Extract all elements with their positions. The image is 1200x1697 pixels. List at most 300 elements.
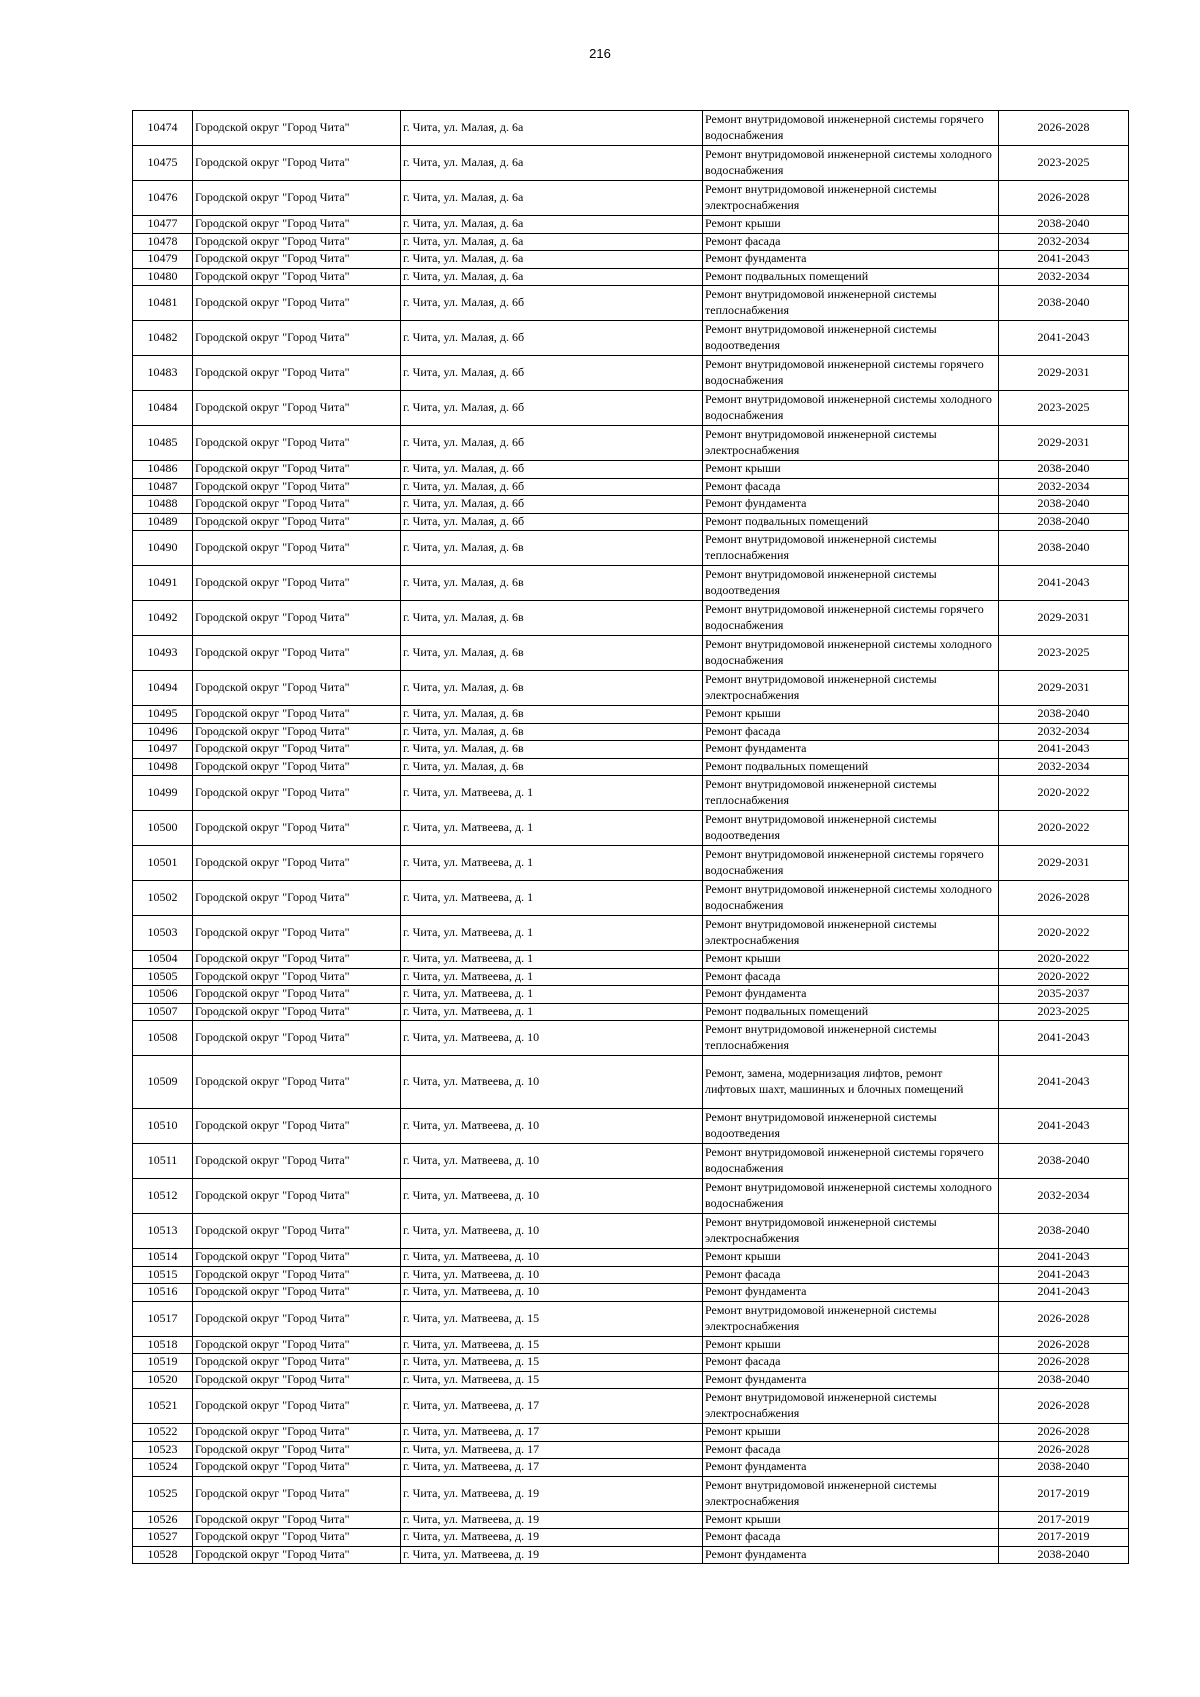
work-type-cell: Ремонт внутридомовой инженерной системы электроснабжения	[703, 181, 999, 216]
table-row	[133, 951, 1129, 969]
address-cell: г. Чита, ул. Малая, д. 6в	[401, 601, 703, 636]
row-number-cell: 10518	[133, 1336, 193, 1354]
municipality-cell: Городской округ "Город Чита"	[193, 1511, 401, 1529]
period-cell: 2038-2040	[999, 1371, 1129, 1389]
work-type-cell: Ремонт внутридомовой инженерной системы электроснабжения	[703, 426, 999, 461]
work-type-cell: Ремонт крыши	[703, 1249, 999, 1267]
address-cell: г. Чита, ул. Малая, д. 6б	[401, 426, 703, 461]
period-cell: 2038-2040	[999, 286, 1129, 321]
period-cell: 2032-2034	[999, 1179, 1129, 1214]
address-cell: г. Чита, ул. Малая, д. 6б	[401, 478, 703, 496]
row-number-cell: 10524	[133, 1459, 193, 1477]
municipality-cell: Городской округ "Город Чита"	[193, 496, 401, 514]
row-number-cell: 10496	[133, 723, 193, 741]
period-cell: 2041-2043	[999, 251, 1129, 269]
address-cell: г. Чита, ул. Матвеева, д. 15	[401, 1371, 703, 1389]
row-number-cell: 10526	[133, 1511, 193, 1529]
address-cell: г. Чита, ул. Матвеева, д. 1	[401, 951, 703, 969]
table-row	[133, 1546, 1129, 1564]
row-number-cell: 10509	[133, 1056, 193, 1109]
period-cell: 2020-2022	[999, 776, 1129, 811]
municipality-cell: Городской округ "Город Чита"	[193, 426, 401, 461]
table-row	[133, 1336, 1129, 1354]
municipality-cell: Городской округ "Город Чита"	[193, 356, 401, 391]
table-row	[133, 566, 1129, 601]
address-cell: г. Чита, ул. Матвеева, д. 1	[401, 776, 703, 811]
work-type-cell: Ремонт фасада	[703, 1354, 999, 1372]
address-cell: г. Чита, ул. Матвеева, д. 1	[401, 811, 703, 846]
address-cell: г. Чита, ул. Матвеева, д. 17	[401, 1389, 703, 1424]
municipality-cell: Городской округ "Город Чита"	[193, 1354, 401, 1372]
work-type-cell: Ремонт фундамента	[703, 496, 999, 514]
municipality-cell: Городской округ "Город Чита"	[193, 1424, 401, 1442]
period-cell: 2038-2040	[999, 496, 1129, 514]
municipality-cell: Городской округ "Город Чита"	[193, 566, 401, 601]
period-cell: 2029-2031	[999, 356, 1129, 391]
address-cell: г. Чита, ул. Матвеева, д. 10	[401, 1266, 703, 1284]
municipality-cell: Городской округ "Город Чита"	[193, 671, 401, 706]
work-type-cell: Ремонт фасада	[703, 723, 999, 741]
row-number-cell: 10520	[133, 1371, 193, 1389]
work-type-cell: Ремонт внутридомовой инженерной системы электроснабжения	[703, 671, 999, 706]
row-number-cell: 10492	[133, 601, 193, 636]
municipality-cell: Городской округ "Город Чита"	[193, 881, 401, 916]
address-cell: г. Чита, ул. Малая, д. 6в	[401, 706, 703, 724]
municipality-cell: Городской округ "Город Чита"	[193, 478, 401, 496]
table-row	[133, 1003, 1129, 1021]
work-type-cell: Ремонт внутридомовой инженерной системы теплоснабжения	[703, 286, 999, 321]
address-cell: г. Чита, ул. Матвеева, д. 10	[401, 1056, 703, 1109]
municipality-cell: Городской округ "Город Чита"	[193, 531, 401, 566]
address-cell: г. Чита, ул. Малая, д. 6б	[401, 391, 703, 426]
address-cell: г. Чита, ул. Матвеева, д. 1	[401, 846, 703, 881]
work-type-cell: Ремонт внутридомовой инженерной системы теплоснабжения	[703, 776, 999, 811]
period-cell: 2026-2028	[999, 1441, 1129, 1459]
row-number-cell: 10495	[133, 706, 193, 724]
work-type-cell: Ремонт крыши	[703, 1424, 999, 1442]
work-type-cell: Ремонт внутридомовой инженерной системы холодного водоснабжения	[703, 391, 999, 426]
municipality-cell: Городской округ "Город Чита"	[193, 601, 401, 636]
table-row	[133, 1266, 1129, 1284]
address-cell: г. Чита, ул. Матвеева, д. 17	[401, 1424, 703, 1442]
period-cell: 2020-2022	[999, 951, 1129, 969]
address-cell: г. Чита, ул. Матвеева, д. 19	[401, 1529, 703, 1547]
row-number-cell: 10479	[133, 251, 193, 269]
row-number-cell: 10480	[133, 268, 193, 286]
row-number-cell: 10494	[133, 671, 193, 706]
period-cell: 2023-2025	[999, 1003, 1129, 1021]
row-number-cell: 10505	[133, 968, 193, 986]
row-number-cell: 10515	[133, 1266, 193, 1284]
municipality-cell: Городской округ "Город Чита"	[193, 776, 401, 811]
period-cell: 2041-2043	[999, 741, 1129, 759]
address-cell: г. Чита, ул. Малая, д. 6а	[401, 146, 703, 181]
row-number-cell: 10498	[133, 758, 193, 776]
row-number-cell: 10516	[133, 1284, 193, 1302]
period-cell: 2020-2022	[999, 811, 1129, 846]
table-row	[133, 268, 1129, 286]
work-type-cell: Ремонт фасада	[703, 233, 999, 251]
period-cell: 2041-2043	[999, 321, 1129, 356]
work-type-cell: Ремонт внутридомовой инженерной системы теплоснабжения	[703, 1021, 999, 1056]
table-row	[133, 706, 1129, 724]
row-number-cell: 10523	[133, 1441, 193, 1459]
work-type-cell: Ремонт крыши	[703, 461, 999, 479]
period-cell: 2041-2043	[999, 1266, 1129, 1284]
address-cell: г. Чита, ул. Малая, д. 6в	[401, 531, 703, 566]
address-cell: г. Чита, ул. Малая, д. 6б	[401, 356, 703, 391]
address-cell: г. Чита, ул. Матвеева, д. 15	[401, 1354, 703, 1372]
municipality-cell: Городской округ "Город Чита"	[193, 723, 401, 741]
municipality-cell: Городской округ "Город Чита"	[193, 968, 401, 986]
table-row	[133, 111, 1129, 146]
municipality-cell: Городской округ "Город Чита"	[193, 1546, 401, 1564]
work-type-cell: Ремонт крыши	[703, 216, 999, 234]
address-cell: г. Чита, ул. Малая, д. 6а	[401, 251, 703, 269]
municipality-cell: Городской округ "Город Чита"	[193, 391, 401, 426]
work-type-cell: Ремонт фундамента	[703, 741, 999, 759]
period-cell: 2038-2040	[999, 1459, 1129, 1477]
table-row	[133, 723, 1129, 741]
period-cell: 2026-2028	[999, 1301, 1129, 1336]
table-row	[133, 461, 1129, 479]
period-cell: 2023-2025	[999, 146, 1129, 181]
period-cell: 2041-2043	[999, 1109, 1129, 1144]
period-cell: 2038-2040	[999, 461, 1129, 479]
row-number-cell: 10512	[133, 1179, 193, 1214]
row-number-cell: 10484	[133, 391, 193, 426]
row-number-cell: 10527	[133, 1529, 193, 1547]
municipality-cell: Городской округ "Город Чита"	[193, 1371, 401, 1389]
period-cell: 2038-2040	[999, 513, 1129, 531]
period-cell: 2026-2028	[999, 181, 1129, 216]
work-type-cell: Ремонт внутридомовой инженерной системы горячего водоснабжения	[703, 846, 999, 881]
period-cell: 2038-2040	[999, 1144, 1129, 1179]
row-number-cell: 10507	[133, 1003, 193, 1021]
row-number-cell: 10508	[133, 1021, 193, 1056]
row-number-cell: 10500	[133, 811, 193, 846]
period-cell: 2038-2040	[999, 1546, 1129, 1564]
table-row	[133, 1354, 1129, 1372]
row-number-cell: 10474	[133, 111, 193, 146]
work-type-cell: Ремонт подвальных помещений	[703, 758, 999, 776]
municipality-cell: Городской округ "Город Чита"	[193, 181, 401, 216]
table-row	[133, 251, 1129, 269]
table-row	[133, 531, 1129, 566]
table-row	[133, 1371, 1129, 1389]
table-row	[133, 478, 1129, 496]
work-type-cell: Ремонт крыши	[703, 951, 999, 969]
table-row	[133, 1144, 1129, 1179]
period-cell: 2026-2028	[999, 111, 1129, 146]
work-type-cell: Ремонт внутридомовой инженерной системы холодного водоснабжения	[703, 1179, 999, 1214]
address-cell: г. Чита, ул. Малая, д. 6в	[401, 671, 703, 706]
work-type-cell: Ремонт внутридомовой инженерной системы электроснабжения	[703, 1301, 999, 1336]
row-number-cell: 10503	[133, 916, 193, 951]
period-cell: 2017-2019	[999, 1529, 1129, 1547]
table-row	[133, 1441, 1129, 1459]
table-row	[133, 741, 1129, 759]
period-cell: 2041-2043	[999, 1284, 1129, 1302]
municipality-cell: Городской округ "Город Чита"	[193, 1284, 401, 1302]
table-row	[133, 636, 1129, 671]
table-row	[133, 1109, 1129, 1144]
table-row	[133, 1529, 1129, 1547]
municipality-cell: Городской округ "Город Чита"	[193, 513, 401, 531]
work-type-cell: Ремонт фундамента	[703, 251, 999, 269]
row-number-cell: 10486	[133, 461, 193, 479]
address-cell: г. Чита, ул. Малая, д. 6а	[401, 216, 703, 234]
address-cell: г. Чита, ул. Малая, д. 6б	[401, 461, 703, 479]
address-cell: г. Чита, ул. Малая, д. 6в	[401, 758, 703, 776]
row-number-cell: 10497	[133, 741, 193, 759]
table-row	[133, 986, 1129, 1004]
municipality-cell: Городской округ "Город Чита"	[193, 1529, 401, 1547]
table-row	[133, 1021, 1129, 1056]
municipality-cell: Городской округ "Город Чита"	[193, 1003, 401, 1021]
table-row	[133, 513, 1129, 531]
address-cell: г. Чита, ул. Малая, д. 6б	[401, 496, 703, 514]
table-row	[133, 1249, 1129, 1267]
municipality-cell: Городской округ "Город Чита"	[193, 706, 401, 724]
municipality-cell: Городской округ "Город Чита"	[193, 846, 401, 881]
address-cell: г. Чита, ул. Малая, д. 6в	[401, 723, 703, 741]
work-type-cell: Ремонт крыши	[703, 1336, 999, 1354]
table-row	[133, 811, 1129, 846]
municipality-cell: Городской округ "Город Чита"	[193, 636, 401, 671]
address-cell: г. Чита, ул. Матвеева, д. 1	[401, 986, 703, 1004]
row-number-cell: 10488	[133, 496, 193, 514]
row-number-cell: 10517	[133, 1301, 193, 1336]
work-type-cell: Ремонт крыши	[703, 706, 999, 724]
table-row	[133, 776, 1129, 811]
table-row	[133, 321, 1129, 356]
municipality-cell: Городской округ "Город Чита"	[193, 146, 401, 181]
work-type-cell: Ремонт подвальных помещений	[703, 1003, 999, 1021]
work-type-cell: Ремонт внутридомовой инженерной системы горячего водоснабжения	[703, 356, 999, 391]
row-number-cell: 10489	[133, 513, 193, 531]
address-cell: г. Чита, ул. Матвеева, д. 10	[401, 1109, 703, 1144]
work-type-cell: Ремонт внутридомовой инженерной системы горячего водоснабжения	[703, 1144, 999, 1179]
row-number-cell: 10477	[133, 216, 193, 234]
address-cell: г. Чита, ул. Матвеева, д. 10	[401, 1249, 703, 1267]
row-number-cell: 10521	[133, 1389, 193, 1424]
municipality-cell: Городской округ "Город Чита"	[193, 216, 401, 234]
row-number-cell: 10487	[133, 478, 193, 496]
address-cell: г. Чита, ул. Малая, д. 6в	[401, 636, 703, 671]
address-cell: г. Чита, ул. Малая, д. 6а	[401, 111, 703, 146]
municipality-cell: Городской округ "Город Чита"	[193, 251, 401, 269]
row-number-cell: 10502	[133, 881, 193, 916]
address-cell: г. Чита, ул. Матвеева, д. 17	[401, 1441, 703, 1459]
period-cell: 2029-2031	[999, 601, 1129, 636]
municipality-cell: Городской округ "Город Чита"	[193, 1056, 401, 1109]
period-cell: 2026-2028	[999, 1354, 1129, 1372]
address-cell: г. Чита, ул. Малая, д. 6а	[401, 233, 703, 251]
address-cell: г. Чита, ул. Матвеева, д. 19	[401, 1476, 703, 1511]
table-row	[133, 1301, 1129, 1336]
row-number-cell: 10513	[133, 1214, 193, 1249]
table-row	[133, 916, 1129, 951]
period-cell: 2032-2034	[999, 233, 1129, 251]
period-cell: 2041-2043	[999, 1249, 1129, 1267]
table-row	[133, 216, 1129, 234]
table-row	[133, 671, 1129, 706]
address-cell: г. Чита, ул. Матвеева, д. 1	[401, 916, 703, 951]
work-type-cell: Ремонт внутридомовой инженерной системы электроснабжения	[703, 1476, 999, 1511]
municipality-cell: Городской округ "Город Чита"	[193, 286, 401, 321]
table-row	[133, 846, 1129, 881]
period-cell: 2032-2034	[999, 758, 1129, 776]
table-body	[133, 111, 1129, 1564]
municipality-cell: Городской округ "Город Чита"	[193, 1109, 401, 1144]
address-cell: г. Чита, ул. Матвеева, д. 1	[401, 968, 703, 986]
work-type-cell: Ремонт внутридомовой инженерной системы холодного водоснабжения	[703, 881, 999, 916]
period-cell: 2038-2040	[999, 216, 1129, 234]
table-row	[133, 496, 1129, 514]
period-cell: 2020-2022	[999, 968, 1129, 986]
municipality-cell: Городской округ "Город Чита"	[193, 1441, 401, 1459]
address-cell: г. Чита, ул. Матвеева, д. 10	[401, 1179, 703, 1214]
period-cell: 2038-2040	[999, 1214, 1129, 1249]
work-type-cell: Ремонт внутридомовой инженерной системы электроснабжения	[703, 1214, 999, 1249]
period-cell: 2023-2025	[999, 391, 1129, 426]
address-cell: г. Чита, ул. Матвеева, д. 10	[401, 1144, 703, 1179]
table-row	[133, 146, 1129, 181]
municipality-cell: Городской округ "Город Чита"	[193, 811, 401, 846]
address-cell: г. Чита, ул. Малая, д. 6в	[401, 741, 703, 759]
row-number-cell: 10514	[133, 1249, 193, 1267]
municipality-cell: Городской округ "Город Чита"	[193, 916, 401, 951]
row-number-cell: 10504	[133, 951, 193, 969]
period-cell: 2041-2043	[999, 566, 1129, 601]
period-cell: 2026-2028	[999, 1389, 1129, 1424]
address-cell: г. Чита, ул. Матвеева, д. 15	[401, 1336, 703, 1354]
address-cell: г. Чита, ул. Матвеева, д. 19	[401, 1546, 703, 1564]
row-number-cell: 10506	[133, 986, 193, 1004]
period-cell: 2026-2028	[999, 1424, 1129, 1442]
row-number-cell: 10491	[133, 566, 193, 601]
municipality-cell: Городской округ "Город Чита"	[193, 1214, 401, 1249]
table-row	[133, 1424, 1129, 1442]
work-type-cell: Ремонт внутридомовой инженерной системы электроснабжения	[703, 1389, 999, 1424]
table-row	[133, 1179, 1129, 1214]
row-number-cell: 10483	[133, 356, 193, 391]
period-cell: 2032-2034	[999, 268, 1129, 286]
table-row	[133, 356, 1129, 391]
address-cell: г. Чита, ул. Малая, д. 6в	[401, 566, 703, 601]
address-cell: г. Чита, ул. Матвеева, д. 17	[401, 1459, 703, 1477]
municipality-cell: Городской округ "Город Чита"	[193, 1459, 401, 1477]
work-type-cell: Ремонт подвальных помещений	[703, 513, 999, 531]
row-number-cell: 10499	[133, 776, 193, 811]
work-type-cell: Ремонт фасада	[703, 1266, 999, 1284]
period-cell: 2032-2034	[999, 478, 1129, 496]
address-cell: г. Чита, ул. Малая, д. 6а	[401, 268, 703, 286]
table-row	[133, 181, 1129, 216]
municipality-cell: Городской округ "Город Чита"	[193, 1144, 401, 1179]
table-row	[133, 881, 1129, 916]
address-cell: г. Чита, ул. Матвеева, д. 1	[401, 881, 703, 916]
address-cell: г. Чита, ул. Матвеева, д. 19	[401, 1511, 703, 1529]
repair-schedule-table	[132, 110, 1129, 1564]
work-type-cell: Ремонт внутридомовой инженерной системы холодного водоснабжения	[703, 636, 999, 671]
work-type-cell: Ремонт внутридомовой инженерной системы горячего водоснабжения	[703, 111, 999, 146]
table-row	[133, 1459, 1129, 1477]
municipality-cell: Городской округ "Город Чита"	[193, 951, 401, 969]
address-cell: г. Чита, ул. Матвеева, д. 10	[401, 1284, 703, 1302]
work-type-cell: Ремонт крыши	[703, 1511, 999, 1529]
work-type-cell: Ремонт внутридомовой инженерной системы водоотведения	[703, 566, 999, 601]
period-cell: 2035-2037	[999, 986, 1129, 1004]
municipality-cell: Городской округ "Город Чита"	[193, 1179, 401, 1214]
municipality-cell: Городской округ "Город Чита"	[193, 461, 401, 479]
address-cell: г. Чита, ул. Малая, д. 6б	[401, 286, 703, 321]
period-cell: 2020-2022	[999, 916, 1129, 951]
period-cell: 2029-2031	[999, 426, 1129, 461]
row-number-cell: 10528	[133, 1546, 193, 1564]
row-number-cell: 10476	[133, 181, 193, 216]
municipality-cell: Городской округ "Город Чита"	[193, 741, 401, 759]
row-number-cell: 10522	[133, 1424, 193, 1442]
work-type-cell: Ремонт внутридомовой инженерной системы горячего водоснабжения	[703, 601, 999, 636]
row-number-cell: 10481	[133, 286, 193, 321]
work-type-cell: Ремонт внутридомовой инженерной системы водоотведения	[703, 811, 999, 846]
work-type-cell: Ремонт фасада	[703, 478, 999, 496]
period-cell: 2041-2043	[999, 1021, 1129, 1056]
row-number-cell: 10493	[133, 636, 193, 671]
municipality-cell: Городской округ "Город Чита"	[193, 111, 401, 146]
work-type-cell: Ремонт фундамента	[703, 986, 999, 1004]
address-cell: г. Чита, ул. Матвеева, д. 10	[401, 1214, 703, 1249]
municipality-cell: Городской округ "Город Чита"	[193, 268, 401, 286]
work-type-cell: Ремонт внутридомовой инженерной системы холодного водоснабжения	[703, 146, 999, 181]
municipality-cell: Городской округ "Город Чита"	[193, 321, 401, 356]
municipality-cell: Городской округ "Город Чита"	[193, 1389, 401, 1424]
table-row	[133, 286, 1129, 321]
work-type-cell: Ремонт фасада	[703, 1529, 999, 1547]
work-type-cell: Ремонт фасада	[703, 1441, 999, 1459]
address-cell: г. Чита, ул. Матвеева, д. 15	[401, 1301, 703, 1336]
address-cell: г. Чита, ул. Матвеева, д. 1	[401, 1003, 703, 1021]
table-row	[133, 1214, 1129, 1249]
row-number-cell: 10501	[133, 846, 193, 881]
period-cell: 2029-2031	[999, 671, 1129, 706]
work-type-cell: Ремонт внутридомовой инженерной системы водоотведения	[703, 1109, 999, 1144]
municipality-cell: Городской округ "Город Чита"	[193, 1249, 401, 1267]
period-cell: 2038-2040	[999, 531, 1129, 566]
period-cell: 2026-2028	[999, 1336, 1129, 1354]
period-cell: 2017-2019	[999, 1511, 1129, 1529]
period-cell: 2032-2034	[999, 723, 1129, 741]
table-row	[133, 1476, 1129, 1511]
row-number-cell: 10510	[133, 1109, 193, 1144]
municipality-cell: Городской округ "Город Чита"	[193, 758, 401, 776]
address-cell: г. Чита, ул. Малая, д. 6а	[401, 181, 703, 216]
period-cell: 2026-2028	[999, 881, 1129, 916]
work-type-cell: Ремонт, замена, модернизация лифтов, ремонт лифтовых шахт, машинных и блочных помещений	[703, 1056, 999, 1109]
period-cell: 2041-2043	[999, 1056, 1129, 1109]
period-cell: 2017-2019	[999, 1476, 1129, 1511]
work-type-cell: Ремонт фундамента	[703, 1459, 999, 1477]
row-number-cell: 10485	[133, 426, 193, 461]
address-cell: г. Чита, ул. Матвеева, д. 10	[401, 1021, 703, 1056]
table-row	[133, 758, 1129, 776]
row-number-cell: 10478	[133, 233, 193, 251]
work-type-cell: Ремонт внутридомовой инженерной системы теплоснабжения	[703, 531, 999, 566]
row-number-cell: 10490	[133, 531, 193, 566]
work-type-cell: Ремонт фасада	[703, 968, 999, 986]
